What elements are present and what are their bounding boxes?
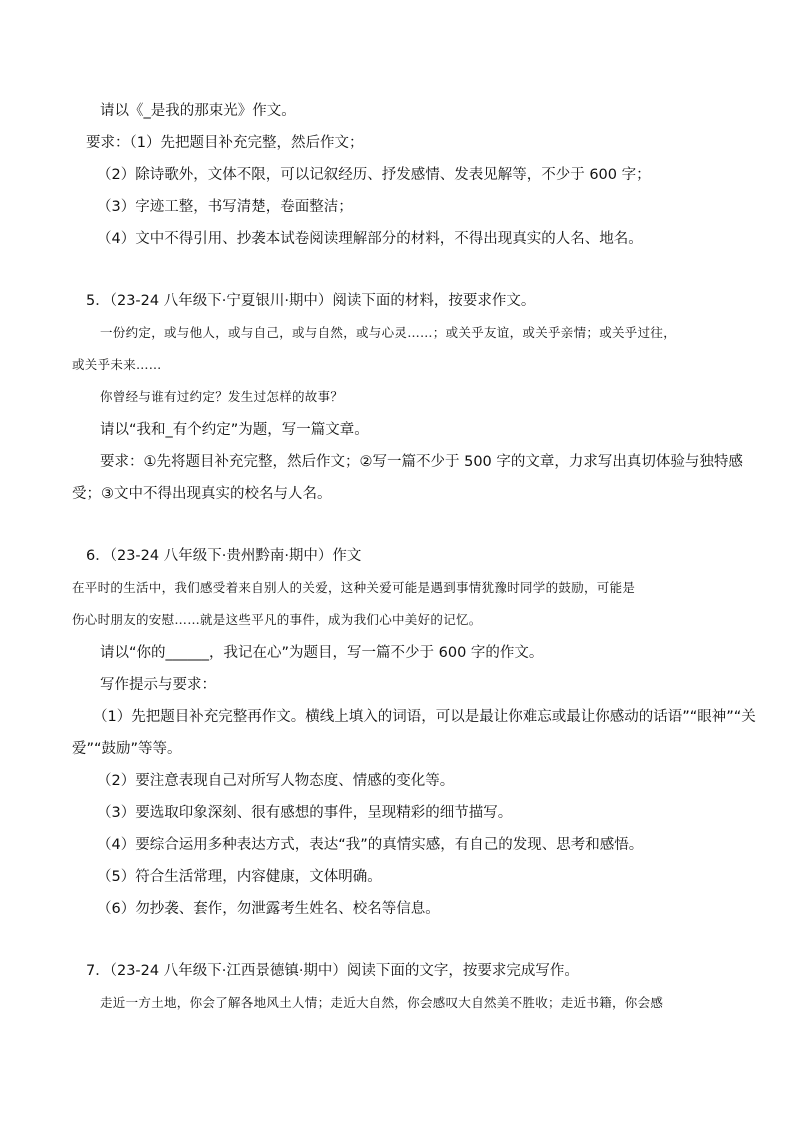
material-line: 你曾经与谁有过约定？发生过怎样的故事？ — [100, 389, 344, 404]
question-7-title: 7．（23-24 八年级下·江西景德镇·期中）阅读下面的文字，按要求完成写作。 — [86, 963, 579, 979]
requirement-line: （4）文中不得引用、抄袭本试卷阅读理解部分的材料，不得出现真实的人名、地名。 — [97, 231, 643, 247]
material-line: 一份约定，或与他人，或与自己，或与自然，或与心灵……；或关乎友谊，或关乎亲情；或关乎过往， — [100, 325, 677, 340]
material-line: 在平时的生活中，我们感受着来自别人的关爱，这种关爱可能是遇到事情犹豫时同学的鼓励，可能是 — [72, 580, 636, 595]
tips-heading: 写作提示与要求： — [100, 677, 216, 693]
tip-line: （5）符合生活常理，内容健康，文体明确。 — [97, 869, 382, 885]
requirement-line: 受；③文中不得出现真实的校名与人名。 — [72, 486, 332, 502]
tip-line: （4）要综合运用多种表达方式，表达“我”的真情实感，有自己的发现、思考和感悟。 — [97, 837, 644, 853]
requirement-line: 要求：①先将题目补充完整，然后作文；②写一篇不少于 500 字的文章，力求写出真切体验与独特感 — [100, 454, 743, 470]
material-line: 走近一方土地，你会了解各地风土人情；走近大自然，你会感叹大自然美不胜收；走近书籍，你会感 — [100, 995, 664, 1010]
requirement-line: 要求：（1）先把题目补充完整，然后作文； — [86, 135, 364, 151]
prompt-line: 请以“你的______，我记在心”为题目，写一篇不少于 600 字的作文。 — [100, 645, 544, 661]
material-line: 伤心时朋友的安慰……就是这些平凡的事件，成为我们心中美好的记忆。 — [72, 612, 482, 627]
requirement-line: （2）除诗歌外，文体不限，可以记叙经历、抒发感情、发表见解等，不少于 600 字； — [97, 167, 651, 183]
question-6-title: 6．（23-24 八年级下·贵州黔南·期中）作文 — [86, 548, 362, 564]
tip-line: （2）要注意表现自己对所写人物态度、情感的变化等。 — [97, 773, 455, 789]
tip-line: （3）要选取印象深刻、很有感想的事件，呈现精彩的细节描写。 — [97, 805, 513, 821]
prompt-line: 请以“我和_有个约定”为题，写一篇文章。 — [100, 422, 369, 438]
question-5-title: 5．（23-24 八年级下·宁夏银川·期中）阅读下面的材料，按要求作文。 — [86, 293, 536, 309]
requirement-line: （3）字迹工整，书写清楚，卷面整洁； — [97, 199, 353, 215]
tip-line: （6）勿抄袭、套作，勿泄露考生姓名、校名等信息。 — [97, 901, 440, 917]
material-line: 或关乎未来…… — [72, 357, 162, 372]
tip-line: 爱”“鼓励”等等。 — [72, 741, 182, 757]
prompt-line: 请以《_是我的那束光》作文。 — [100, 103, 296, 119]
tip-line: （1）先把题目补充完整再作文。横线上填入的词语，可以是最让你难忘或最让你感动的话语”“眼神”“关 — [93, 709, 756, 725]
